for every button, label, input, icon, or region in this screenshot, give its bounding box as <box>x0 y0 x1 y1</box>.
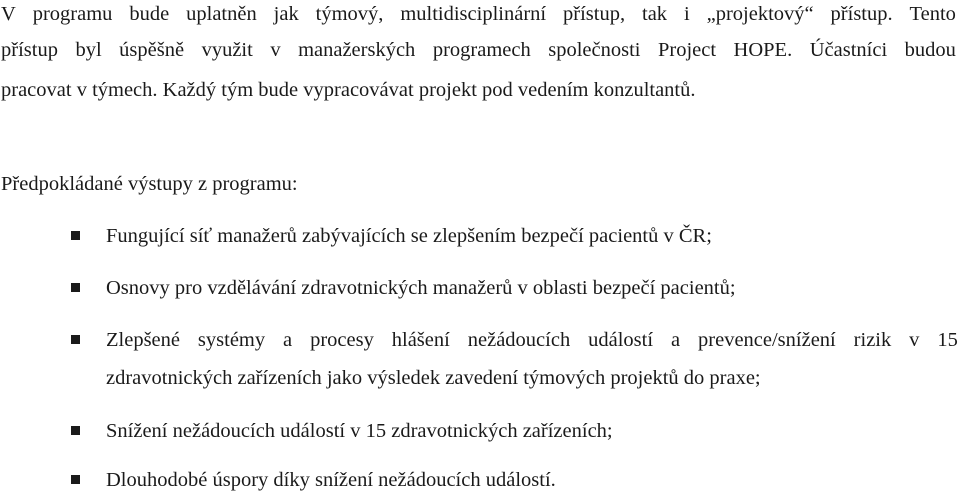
bullet-square-icon <box>71 426 80 435</box>
word: a <box>670 329 681 351</box>
word: Tento <box>909 3 956 25</box>
word: programu <box>32 3 113 25</box>
list-item-text: Fungující síť manažerů zabývajících se zlepšením bezpečí pacientů v ČR; <box>106 225 712 247</box>
word: Zlepšené <box>106 329 180 351</box>
word: programech <box>432 39 531 61</box>
bullet-square-icon <box>71 475 80 484</box>
word: přístup, <box>563 3 626 25</box>
word: událostí <box>588 329 654 351</box>
word: společnosti <box>548 39 641 61</box>
word: v <box>909 329 920 351</box>
word: Účastníci <box>809 39 888 61</box>
word: tak <box>642 3 668 25</box>
word: rizik <box>853 329 892 351</box>
word: 15 <box>937 329 958 351</box>
word: úspěšně <box>119 39 185 61</box>
list-item-text: Dlouhodobé úspory díky snížení nežádoucích událostí. <box>106 469 556 491</box>
list-item-text: Snížení nežádoucích událostí v 15 zdravotnických zařízeních; <box>106 420 613 442</box>
intro-line-3: pracovat v týmech. Každý tým bude vypracovávat projekt pod vedením konzultantů. <box>1 79 696 101</box>
word: a <box>283 329 293 351</box>
word: v <box>270 39 281 61</box>
word: nežádoucích <box>467 329 571 351</box>
word: přístup <box>1 39 58 61</box>
word: procesy <box>310 329 374 351</box>
word: využit <box>201 39 253 61</box>
list-item-text: Osnovy pro vzdělávání zdravotnických manažerů v oblasti bezpečí pacientů; <box>106 277 736 299</box>
word: Project <box>657 39 717 61</box>
word: multidisciplinární <box>400 3 547 25</box>
list-item-text <box>106 328 958 352</box>
list-item-text-continuation: zdravotnických zařízeních jako výsledek zavedení týmových projektů do praxe; <box>106 367 761 389</box>
word: byl <box>75 39 102 61</box>
word: V <box>1 3 16 25</box>
word: jak <box>273 3 299 25</box>
word: týmový, <box>315 3 384 25</box>
word: uplatněn <box>186 3 257 25</box>
word: bude <box>129 3 170 25</box>
intro-line-2 <box>1 38 956 62</box>
word: systémy <box>197 329 266 351</box>
bullet-square-icon <box>71 231 80 240</box>
word: manažerských <box>298 39 416 61</box>
word: přístup. <box>830 3 893 25</box>
word: i <box>683 3 690 25</box>
word: hlášení <box>391 329 450 351</box>
bullet-square-icon <box>71 283 80 292</box>
intro-line-1 <box>1 2 956 26</box>
word: HOPE. <box>733 39 793 61</box>
outputs-heading: Předpokládané výstupy z programu: <box>1 173 298 195</box>
word: prevence/snížení <box>698 329 836 351</box>
word: „projektový“ <box>706 3 814 25</box>
bullet-square-icon <box>71 335 80 344</box>
word: budou <box>904 39 956 61</box>
